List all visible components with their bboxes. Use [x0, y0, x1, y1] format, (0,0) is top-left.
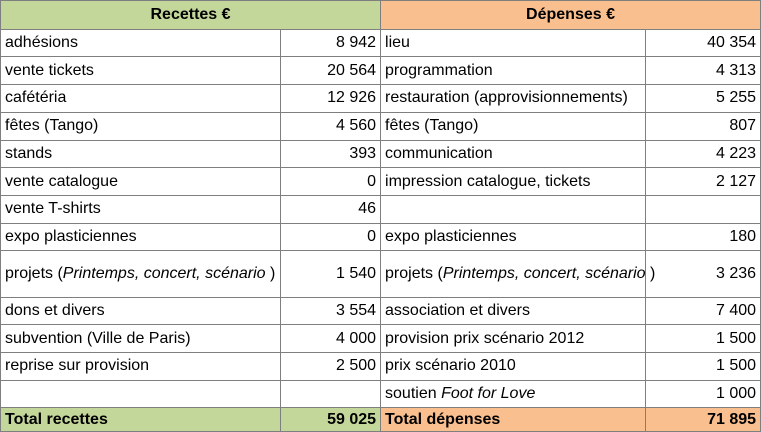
- depense-label: provision prix scénario 2012: [381, 325, 646, 353]
- depense-label: expo plasticiennes: [381, 223, 646, 251]
- recette-value: 12 926: [281, 85, 381, 113]
- recette-label-prefix: projets (: [5, 264, 63, 282]
- recette-value: 1 540: [281, 251, 381, 297]
- depense-value: [646, 195, 761, 223]
- table-row: [1, 195, 761, 223]
- recette-label: expo plasticiennes: [1, 223, 281, 251]
- depense-value: 1 500: [646, 325, 761, 353]
- recette-value: [281, 380, 381, 408]
- header-row: [1, 1, 761, 30]
- table-row: [1, 251, 761, 297]
- depense-label: restauration (approvisionnements): [381, 85, 646, 113]
- recette-label: vente T-shirts: [1, 195, 281, 223]
- recette-label: dons et divers: [1, 297, 281, 325]
- recette-label: [1, 251, 281, 297]
- total-recettes-value: 59 025: [281, 408, 381, 432]
- recette-label: subvention (Ville de Paris): [1, 325, 281, 353]
- depense-value: 1 500: [646, 352, 761, 380]
- depense-value: 5 255: [646, 85, 761, 113]
- depense-label-prefix: projets (: [385, 264, 443, 282]
- total-recettes-label: Total recettes: [1, 408, 281, 432]
- depense-value: 4 313: [646, 57, 761, 85]
- depense-label: [381, 380, 646, 408]
- recette-value: 4 000: [281, 325, 381, 353]
- recette-value: 46: [281, 195, 381, 223]
- table-row: [1, 168, 761, 196]
- recette-label: reprise sur provision: [1, 352, 281, 380]
- table-row: [1, 352, 761, 380]
- table-row: [1, 325, 761, 353]
- depense-label: impression catalogue, tickets: [381, 168, 646, 196]
- recette-value: 2 500: [281, 352, 381, 380]
- depense-value: 807: [646, 112, 761, 140]
- recette-label: fêtes (Tango): [1, 112, 281, 140]
- depense-label: fêtes (Tango): [381, 112, 646, 140]
- recette-label-suffix: ): [265, 264, 276, 282]
- table-row: [1, 297, 761, 325]
- recette-label: [1, 380, 281, 408]
- table-row: [1, 380, 761, 408]
- depense-label-italic: Printemps, concert, scénario: [442, 264, 646, 282]
- depense-value: 1 000: [646, 380, 761, 408]
- depense-label: [381, 251, 656, 297]
- recette-value: 20 564: [281, 57, 381, 85]
- recette-label: stands: [1, 140, 281, 168]
- recette-label: cafétéria: [1, 85, 281, 113]
- depense-label: lieu: [381, 29, 646, 57]
- table-row: [1, 223, 761, 251]
- table-row: [1, 57, 761, 85]
- depense-label: prix scénario 2010: [381, 352, 646, 380]
- totals-row: [1, 408, 761, 432]
- table-row: [1, 85, 761, 113]
- depense-value: 7 400: [646, 297, 761, 325]
- recette-label-italic: Printemps, concert, scénario: [62, 264, 266, 282]
- recette-value: 393: [281, 140, 381, 168]
- depense-label: association et divers: [381, 297, 646, 325]
- depense-label-prefix: soutien: [385, 384, 442, 402]
- total-depenses-label: Total dépenses: [381, 408, 646, 432]
- depense-value: 40 354: [646, 29, 761, 57]
- total-depenses-value: 71 895: [646, 408, 761, 432]
- recette-label: vente catalogue: [1, 168, 281, 196]
- depense-value: 4 223: [646, 140, 761, 168]
- depense-value: 180: [646, 223, 761, 251]
- table-row: [1, 140, 761, 168]
- depense-value: 2 127: [646, 168, 761, 196]
- depense-label: communication: [381, 140, 646, 168]
- depense-label: programmation: [381, 57, 646, 85]
- recette-value: 4 560: [281, 112, 381, 140]
- depenses-header: Dépenses €: [381, 1, 761, 30]
- depense-label-italic: Foot for Love: [441, 384, 536, 402]
- recette-label: vente tickets: [1, 57, 281, 85]
- recettes-header: Recettes €: [1, 1, 381, 30]
- recette-label: adhésions: [1, 29, 281, 57]
- recette-value: 3 554: [281, 297, 381, 325]
- recette-value: 8 942: [281, 29, 381, 57]
- table-row: [1, 29, 761, 57]
- depense-label-suffix: ): [645, 264, 656, 282]
- recette-value: 0: [281, 223, 381, 251]
- depense-value: 3 236: [646, 251, 761, 297]
- table-row: [1, 112, 761, 140]
- recette-value: 0: [281, 168, 381, 196]
- depense-label: [381, 195, 646, 223]
